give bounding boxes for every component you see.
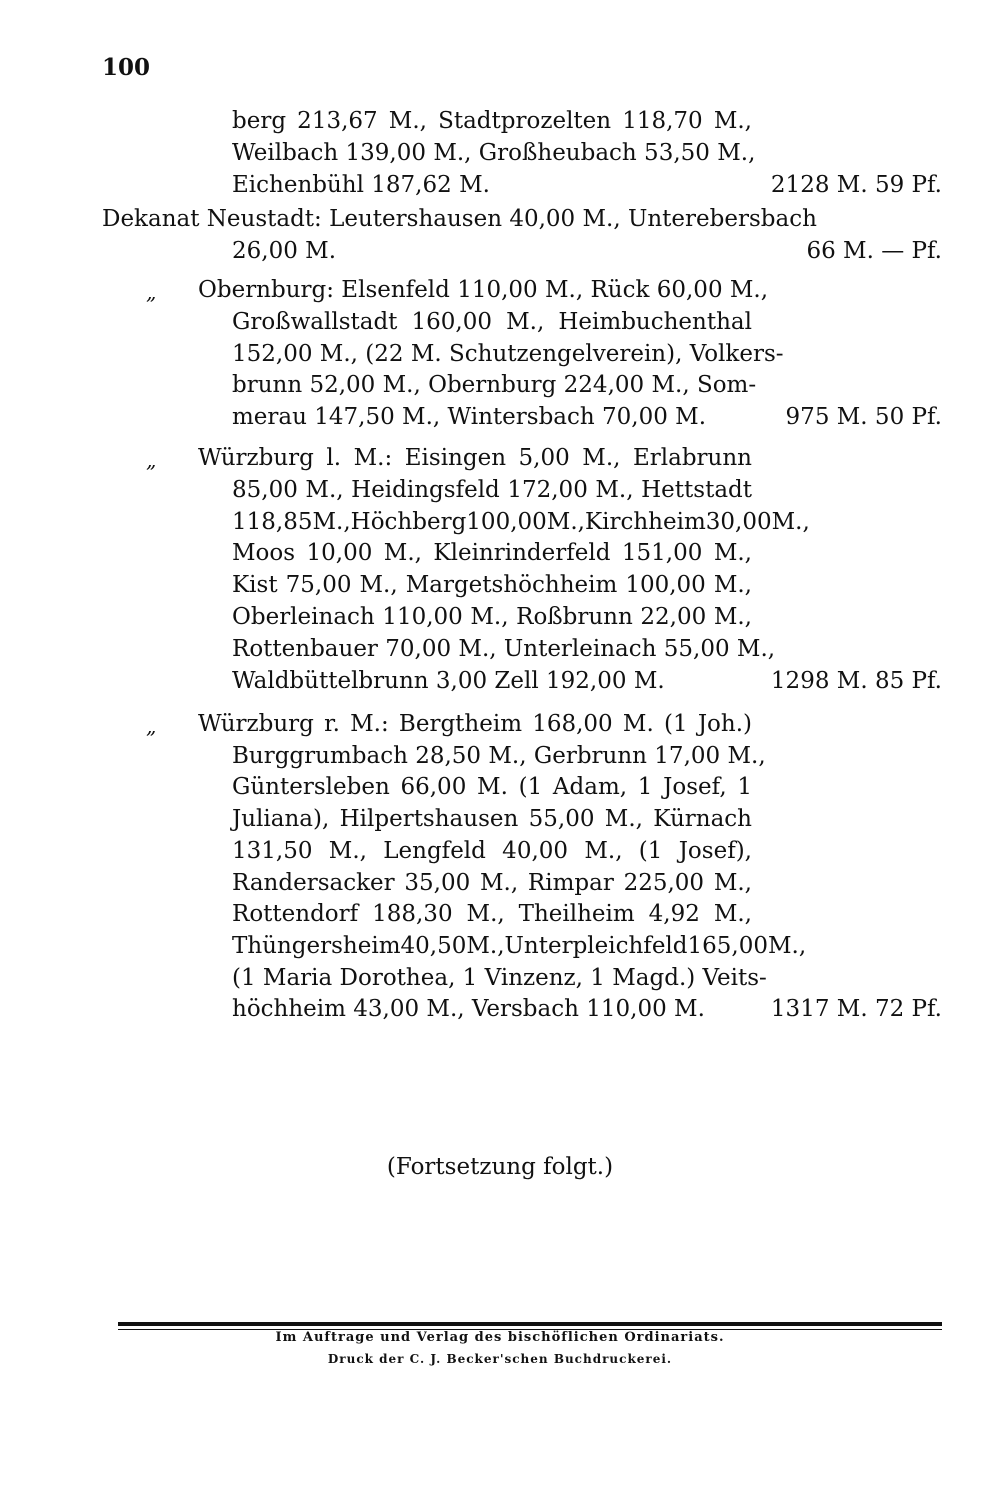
text-line: (1 Maria Dorothea, 1 Vinzenz, 1 Magd.) Veits- [232,965,767,991]
text-line: Moos 10,00 M., Kleinrinderfeld 151,00 M., [232,540,752,566]
text-line: 26,00 M. [232,238,337,264]
ditto-mark: „ [146,714,157,738]
text-line: Kist 75,00 M., Margetshöchheim 100,00 M., [232,572,752,598]
text-line: Rottendorf 188,30 M., Theilheim 4,92 M., [232,901,752,927]
footer-rule [118,1322,942,1326]
text-line: Waldbüttelbrunn 3,00 Zell 192,00 M. [232,668,665,694]
continuation-note: (Fortsetzung folgt.) [386,1154,614,1180]
section-total: 975 M. 50 Pf. [785,404,942,430]
page-number: 100 [102,54,151,81]
text-line: brunn 52,00 M., Obernburg 224,00 M., Som- [232,372,757,398]
ditto-mark: „ [146,280,157,304]
text-line: höchheim 43,00 M., Versbach 110,00 M. [232,996,705,1022]
text-line: 118,85M.,Höchberg100,00M.,Kirchheim30,00M., [232,509,810,535]
subsection-heading-line: Würzburg r. M.: Bergtheim 168,00 M. (1 Joh.) [198,711,752,737]
section-total: 1317 M. 72 Pf. [770,996,942,1022]
text-line: Oberleinach 110,00 M., Roßbrunn 22,00 M., [232,604,752,630]
text-line: 131,50 M., Lengfeld 40,00 M., (1 Josef), [232,838,752,864]
section-total: 1298 M. 85 Pf. [770,668,942,694]
text-line: berg 213,67 M., Stadtprozelten 118,70 M., [232,108,752,134]
imprint-publisher: Im Auftrage und Verlag des bischöflichen Ordinariats. [275,1330,725,1345]
text-line: Eichenbühl 187,62 M. [232,172,490,198]
text-line: Burggrumbach 28,50 M., Gerbrunn 17,00 M., [232,743,766,769]
text-line: Weilbach 139,00 M., Großheubach 53,50 M., [232,140,756,166]
text-line: Großwallstadt 160,00 M., Heimbuchenthal [232,309,752,335]
text-line: 152,00 M., (22 M. Schutzengelverein), Volkers- [232,341,784,367]
imprint-printer: Druck der C. J. Becker'schen Buchdruckerei. [327,1352,673,1366]
text-line: Randersacker 35,00 M., Rimpar 225,00 M., [232,870,752,896]
text-line: 85,00 M., Heidingsfeld 172,00 M., Hettstadt [232,477,752,503]
subsection-heading-line: Würzburg l. M.: Eisingen 5,00 M., Erlabrunn [198,445,752,471]
subsection-heading-line: Obernburg: Elsenfeld 110,00 M., Rück 60,00 M., [198,277,769,303]
text-line: Thüngersheim40,50M.,Unterpleichfeld165,00M., [232,933,807,959]
section-total: 2128 M. 59 Pf. [770,172,942,198]
ditto-mark: „ [146,448,157,472]
text-line: merau 147,50 M., Wintersbach 70,00 M. [232,404,707,430]
section-total: 66 M. — Pf. [806,238,942,264]
text-line: Juliana), Hilpertshausen 55,00 M., Kürnach [232,806,752,832]
text-line: Rottenbauer 70,00 M., Unterleinach 55,00 M., [232,636,776,662]
text-line: Güntersleben 66,00 M. (1 Adam, 1 Josef, 1 [232,774,752,800]
dekanat-heading-line: Dekanat Neustadt: Leutershausen 40,00 M., Unterebersbach [102,206,817,232]
